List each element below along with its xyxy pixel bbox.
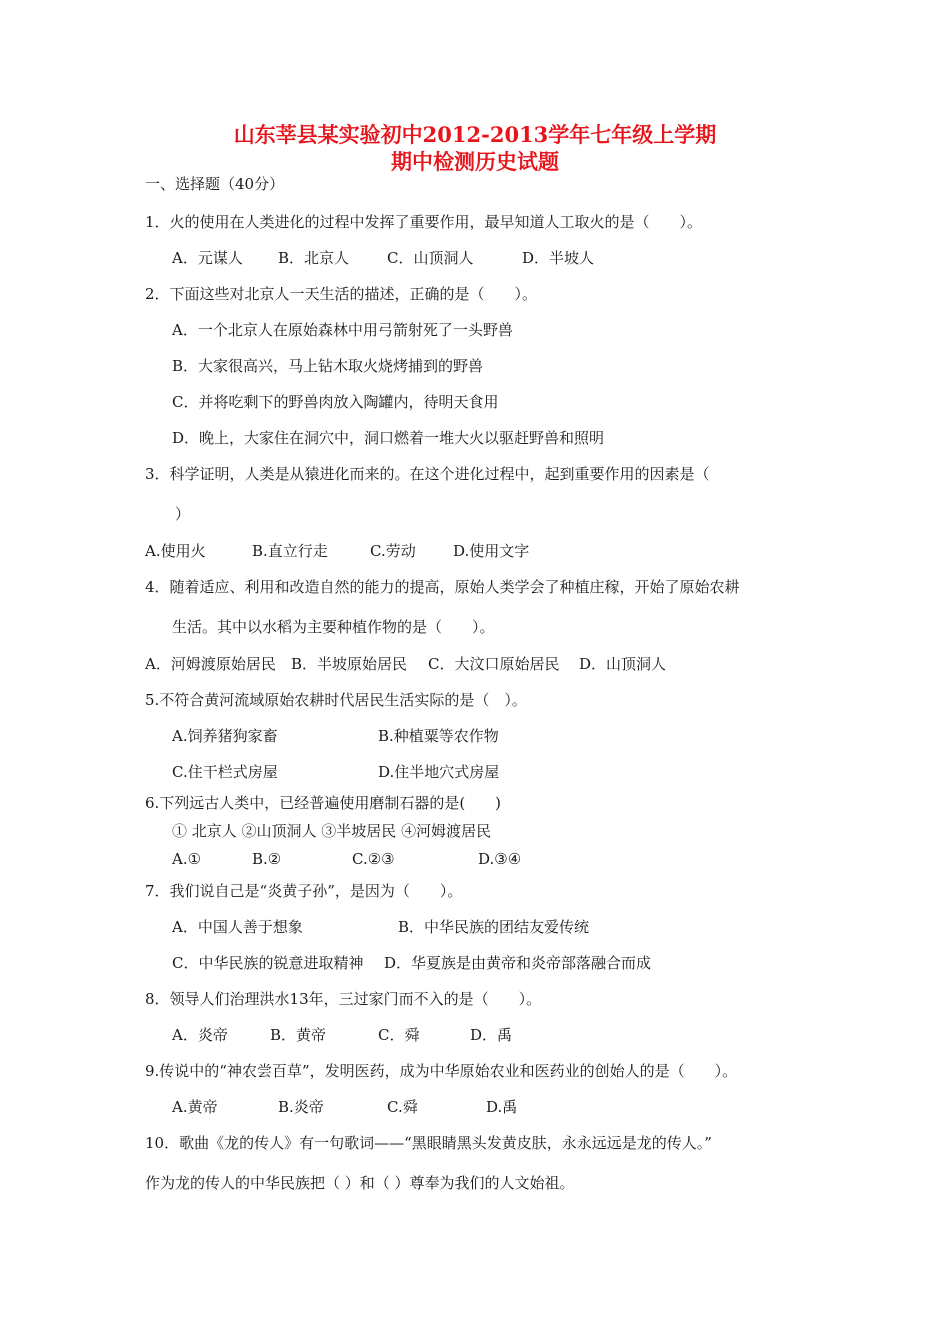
question-8-option-b: B．黄帝 <box>270 1026 327 1044</box>
question-2-stem: 2．下面这些对北京人一天生活的描述，正确的是（ ）。 <box>145 285 538 303</box>
question-6-option-a: A.① <box>172 850 202 868</box>
question-4-stem: 4．随着适应、利用和改造自然的能力的提高，原始人类学会了种植庄稼，开始了原始农耕 <box>145 578 740 596</box>
question-1-stem: 1．火的使用在人类进化的过程中发挥了重要作用，最早知道人工取火的是（ ）。 <box>145 213 703 231</box>
question-9-stem: 9.传说中的“神农尝百草”，发明医药，成为中华原始农业和医药业的创始人的是（ ）。 <box>145 1062 738 1080</box>
question-4-option-c: C．大汶口原始居民 <box>428 655 560 673</box>
question-9-option-c: C.舜 <box>387 1098 418 1116</box>
question-3-option-d: D.使用文字 <box>453 542 530 560</box>
question-6-candidates: ① 北京人 ②山顶洞人 ③半坡居民 ④河姆渡居民 <box>172 822 492 840</box>
question-4-option-a: A．河姆渡原始居民 <box>145 655 276 673</box>
question-2-option-d: D．晚上，大家住在洞穴中，洞口燃着一堆大火以驱赶野兽和照明 <box>172 429 605 447</box>
question-3-stem: 3．科学证明，人类是从猿进化而来的。在这个进化过程中，起到重要作用的因素是（ <box>145 465 710 483</box>
question-5-option-d: D.住半地穴式房屋 <box>378 763 500 781</box>
question-9-option-b: B.炎帝 <box>278 1098 324 1116</box>
question-7-option-d: D．华夏族是由黄帝和炎帝部落融合而成 <box>384 954 652 972</box>
question-1-option-d: D．半坡人 <box>522 249 595 267</box>
question-10-stem-continued: 作为龙的传人的中华民族把（ ）和（ ）尊奉为我们的人文始祖。 <box>145 1174 575 1192</box>
question-7-option-a: A．中国人善于想象 <box>172 918 303 936</box>
question-2-option-b: B．大家很高兴，马上钻木取火烧烤捕到的野兽 <box>172 357 484 375</box>
question-1-option-c: C．山顶洞人 <box>387 249 474 267</box>
question-5-option-c: C.住干栏式房屋 <box>172 763 278 781</box>
question-2-option-c: C．并将吃剩下的野兽肉放入陶罐内，待明天食用 <box>172 393 499 411</box>
question-6-option-b: B.② <box>252 850 282 868</box>
question-2-option-a: A．一个北京人在原始森林中用弓箭射死了一头野兽 <box>172 321 513 339</box>
question-5-option-a: A.饲养猪狗家畜 <box>172 727 278 745</box>
question-3-option-c: C.劳动 <box>370 542 416 560</box>
exam-title-line-1: 山东莘县某实验初中2012-2013学年七年级上学期 <box>233 122 717 147</box>
question-4-option-d: D．山顶洞人 <box>579 655 667 673</box>
question-1-option-a: A．元谋人 <box>172 249 243 267</box>
question-8-option-d: D．禹 <box>470 1026 513 1044</box>
question-5-stem: 5.不符合黄河流域原始农耕时代居民生活实际的是（ ）。 <box>145 691 527 709</box>
question-9-option-a: A.黄帝 <box>172 1098 218 1116</box>
question-8-option-c: C．舜 <box>378 1026 420 1044</box>
question-8-stem: 8．领导人们治理洪水13年，三过家门而不入的是（ ）。 <box>145 990 542 1008</box>
question-3-option-b: B.直立行走 <box>252 542 328 560</box>
question-3-option-a: A.使用火 <box>145 542 206 560</box>
question-1-option-b: B．北京人 <box>278 249 350 267</box>
question-7-option-b: B．中华民族的团结友爱传统 <box>398 918 590 936</box>
question-4-option-b: B．半坡原始居民 <box>291 655 408 673</box>
question-7-stem: 7．我们说自己是“炎黄子孙”，是因为（ ）。 <box>145 882 463 900</box>
question-8-option-a: A．炎帝 <box>172 1026 228 1044</box>
section-heading: 一、选择题（40分） <box>145 175 285 193</box>
question-7-option-c: C．中华民族的锐意进取精神 <box>172 954 364 972</box>
question-6-option-d: D.③④ <box>478 850 522 868</box>
question-3-stem-continued: ） <box>175 505 191 523</box>
question-6-stem: 6.下列远古人类中，已经普遍使用磨制石器的是( ) <box>145 794 502 812</box>
question-6-option-c: C.②③ <box>352 850 395 868</box>
exam-title-line-2: 期中检测历史试题 <box>391 149 559 174</box>
question-9-option-d: D.禹 <box>486 1098 518 1116</box>
question-4-stem-continued: 生活。其中以水稻为主要种植作物的是（ ）。 <box>172 618 495 636</box>
question-10-stem: 10．歌曲《龙的传人》有一句歌词——“黑眼睛黑头发黄皮肤，永永远远是龙的传人。” <box>145 1134 712 1152</box>
question-5-option-b: B.种植粟等农作物 <box>378 727 499 745</box>
